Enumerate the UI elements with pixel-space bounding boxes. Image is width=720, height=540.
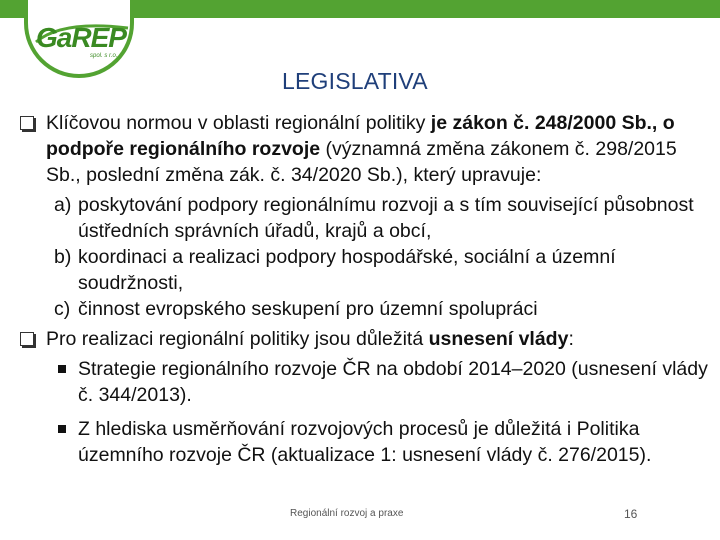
logo-subtext: spol. s r.o.	[90, 53, 118, 59]
paragraph-government-resolutions	[20, 326, 710, 352]
checkbox-bullet-icon	[20, 116, 34, 130]
header-bar	[0, 0, 720, 78]
paragraph2-pre: Pro realizaci regionální politiky jsou důležitá	[46, 328, 429, 350]
page-number: 16	[624, 507, 638, 521]
list-item-text: činnost evropského seskupení pro územní spolupráci	[78, 298, 538, 320]
logo	[24, 0, 134, 78]
paragraph1-pre: Klíčovou normou v oblasti regionální politiky	[46, 112, 431, 134]
list-item-mark: c)	[54, 298, 71, 320]
list-item	[20, 356, 710, 408]
list-item	[20, 244, 710, 296]
logo-text: GaREP	[36, 22, 126, 53]
footer-text: Regionální rozvoj a praxe	[290, 508, 404, 519]
list-item	[20, 296, 710, 322]
checkbox-bullet-icon	[20, 332, 34, 346]
list-item	[20, 192, 710, 244]
paragraph2-bold: usnesení vlády	[428, 328, 569, 350]
square-bullet-icon	[58, 365, 66, 373]
slide-content	[20, 110, 710, 468]
list-item-text: Z hlediska usměrňování rozvojových procesů je důležitá i Politika územního rozvoje ČR (aktualizace 1: usnesení vlády č. 276/2015).	[78, 418, 652, 466]
list-item-mark: b)	[54, 246, 72, 268]
page-title: LEGISLATIVA	[282, 68, 428, 94]
square-bullet-icon	[58, 425, 66, 433]
list-item-mark: a)	[54, 194, 72, 216]
list-item-text: poskytování podpory regionálnímu rozvoji a s tím související působnost ústředních správních úřadů, krajů a obcí,	[78, 194, 694, 242]
paragraph2-post: :	[568, 328, 574, 350]
list-item-text: Strategie regionálního rozvoje ČR na období 2014–2020 (usnesení vlády č. 344/2013).	[78, 358, 708, 406]
header-band	[130, 0, 720, 18]
list-item	[20, 416, 710, 468]
paragraph1-bold: je zákon č. 248/2000 Sb., o podpoře regionálního rozvoje	[46, 112, 675, 160]
list-item-text: koordinaci a realizaci podpory hospodářské, sociální a územní soudržnosti,	[78, 246, 616, 294]
paragraph1-post: (významná změna zákonem č. 298/2015 Sb., poslední změna zák. č. 34/2020 Sb.), který upravuje:	[46, 138, 677, 186]
paragraph-legislation	[20, 110, 710, 188]
